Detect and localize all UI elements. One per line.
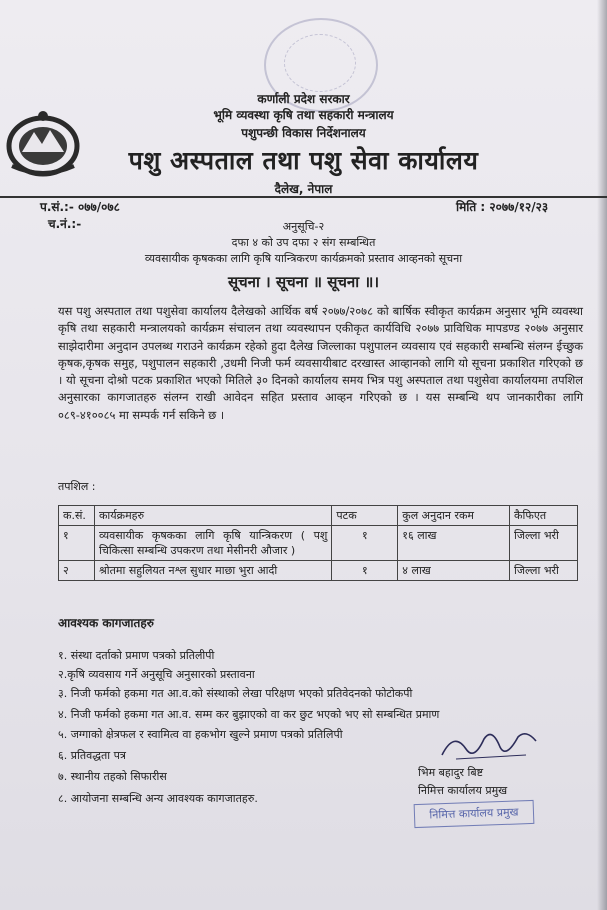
documents-title: आवश्यक कागजातहरु (58, 616, 154, 630)
cell-amount: ४ लाख (398, 561, 510, 581)
col-header: पटक (332, 506, 398, 526)
cell-amount: १६ लाख (398, 526, 510, 561)
table-header-row (59, 506, 578, 526)
notice-banner: सूचना । सूचना ॥ सूचना ॥। (227, 273, 380, 291)
annex-label: अनुसूचि-२ (282, 220, 325, 233)
col-header: कुल अनुदान रकम (398, 506, 510, 526)
notice-subject: व्यवसायीक कृषकका लागि कृषि यान्त्रिकरण कार्यक्रमको प्रस्ताव आव्हनको सूचना (144, 252, 463, 265)
office-location: दैलेख, नेपाल (274, 182, 333, 196)
document-item: ४. निजी फर्मको हकमा गत आ.व. सम्म कर बुझाएको वा कर छुट भएको भए सो सम्बन्धित प्रमाण (58, 708, 440, 721)
notice-subhead: दफा ४ को उप दफा २ संग सम्बन्धित (231, 236, 376, 249)
ref-number: प.सं.:- ०७७/०७८ (40, 200, 120, 214)
document-item: ५. जग्गाको क्षेत्रफल र स्वामित्व वा हकभोग खुल्ने प्रमाण पत्रको प्रतिलिपी (58, 728, 343, 741)
dispatch-number: च.नं.:- (48, 217, 82, 231)
cell-program: व्यवसायीक कृषकका लागि कृषि यान्त्रिकरण ( पशु चिकित्सा सम्बन्धि उपकरण तथा मेसीनरी औजार ) (94, 526, 331, 561)
date: मिति : २०७७/१२/२३ (456, 200, 549, 214)
document-item: २.कृषि व्यवसाय गर्ने अनुसूचि अनुसारको प्रस्तावना (58, 668, 255, 681)
program-table (58, 505, 578, 581)
table-row (59, 526, 578, 561)
col-header: क.सं. (59, 506, 95, 526)
handwritten-signature (436, 725, 556, 765)
document-item: ३. निजी फर्मको हकमा गत आ.व.को संस्थाको लेखा परिक्षण भएको प्रतिवेदनको फोटोकपी (58, 687, 413, 700)
signatory-title: निमित्त कार्यालय प्रमुख (418, 784, 508, 797)
ministry-name: भूमि व्यवस्था कृषि तथा सहकारी मन्त्रालय (213, 108, 394, 122)
directorate-name: पशुपन्छी विकास निर्देशनालय (241, 126, 366, 140)
cell-times: १ (332, 561, 398, 581)
signatory-name: भिम बहादुर बिष्ट (418, 766, 484, 779)
official-stamp: निमित्त कार्यालय प्रमुख (414, 800, 535, 828)
cell-remarks: जिल्ला भरी (510, 561, 578, 581)
document-item: ८. आयोजना सम्बन्धि अन्य आवश्यक कागजातहरु. (58, 792, 258, 805)
office-title: पशु अस्पताल तथा पशु सेवा कार्यालय (128, 146, 479, 175)
cell-times: १ (332, 526, 398, 561)
tapsil-label: तपशिल : (58, 480, 96, 493)
cell-serial: १ (59, 526, 95, 561)
cell-program: श्रोतमा सहुलियत नश्ल सुधार माछा भुरा आदी (94, 561, 331, 581)
cell-remarks: जिल्ला भरी (510, 526, 578, 561)
document-item: ६. प्रतिवद्धता पत्र (58, 749, 126, 762)
notice-body: यस पशु अस्पताल तथा पशुसेवा कार्यालय दैलेखको आर्थिक बर्ष २०७७/२०७८ को बार्षिक स्वीकृत कार्यक्रम अनुसार भूमि व्यवस्था कृषि तथा सहकारी मन्त्रालयको कार्यक्रम संचालन तथा व्यवस्थापन एकीकृत कार्यविधि २०७७ प्राविधिक मापडण्ड २०७७ अनुसार साझेदारीमा अनुदान उपलब्ध गराउने कार्यक्रम रहेको हुदा दैलेख जिल्लाका पशुपालन व्यवसाय एवं सहकारी सम्बन्धि संलग्न ईच्छुक कृषक,कृषक समुह, पशुपालन सहकारी ,उधमी निजी फर्म व्यवसायीबाट दरखास्त आव्हानको लागि यो सूचना प्रकाशित गरिएको छ । यो सूचना दोश्रो पटक प्रकाशित भएको मितिले ३० दिनको कार्यालय समय भित्र पशु अस्पताल तथा पशुसेवा कार्यालयमा तपशिल अनुसारका कागजातहरु संलग्न राखी आवेदन सहित प्रस्ताव आव्हन गरिएको छ । यस सम्बन्धि थप जानकारीका लागि ०८९-४१००८५ मा सम्पर्क गर्न सकिने छ । (58, 304, 583, 422)
col-header: कैफिएत (510, 506, 578, 526)
document-item: १. संस्था दर्ताको प्रमाण पत्रको प्रतिलीपी (58, 649, 215, 662)
cell-serial: २ (59, 561, 95, 581)
col-header: कार्यक्रमहरु (94, 506, 331, 526)
table-row (59, 561, 578, 581)
province-name: कर्णाली प्रदेश सरकार (257, 92, 350, 106)
document-item: ७. स्थानीय तहको सिफारीस (58, 770, 167, 783)
